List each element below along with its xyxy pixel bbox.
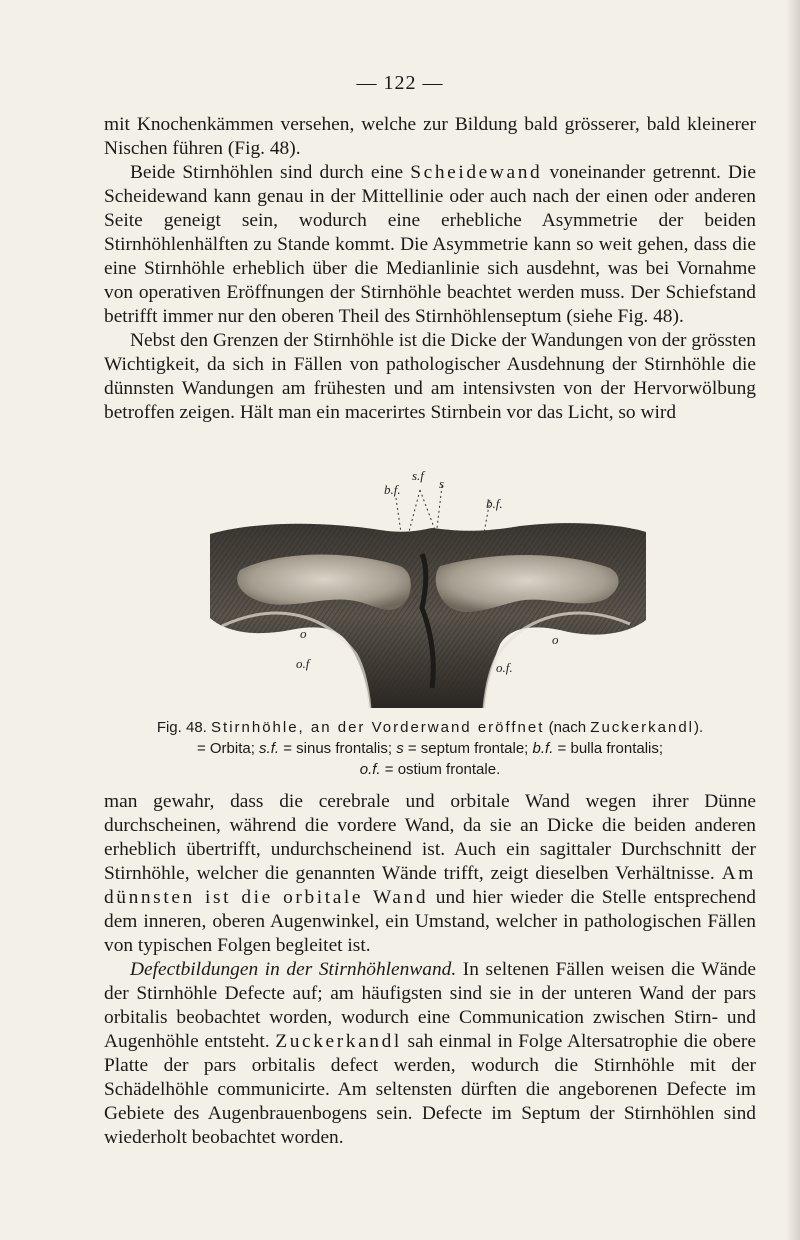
paragraph: man gewahr, dass die cerebrale und orbitale Wand wegen ihrer Dünne durchscheinen, während die vordere Wand, da sie an Dicke die beiden anderen erheblich übertrifft, undurchscheinend ist. Auch ein sagittaler Durchschnitt der Stirnhöhle, welcher die genannten Wände trifft, zeigt dieselben Verhältnisse. Am dünnsten ist die orbitale Wand und hier wieder die Stelle entsprechend dem inneren, oberen Augenwinkel, ein Umstand, welcher in pathologischen Fällen von typischen Folgen begleitet ist. (104, 791, 756, 956)
page-number: — 122 — (356, 72, 444, 94)
paragraph: Defectbildungen in der Stirnhöhlenwand. In seltenen Fällen weisen die Wände der Stirnhöhle Defecte auf; am häufigsten sind sie in der unteren Wand der pars orbitalis beobachtet worden, wodurch eine Communication zwischen Stirn- und Augenhöhle entsteht. Zuckerkandl sah einmal in Folge Altersatrophie die obere Platte der pars orbitalis defect werden, wodurch die Stirnhöhle mit der Schädelhöhle communicirte. Am seltensten dürften die angeborenen Defecte im Gebiete des Augenbrauenbogens sein. Defecte im Septum der Stirnhöhlen sind wiederholt beobachtet worden. (104, 959, 757, 1148)
paragraph: Nebst den Grenzen der Stirnhöhle ist die Dicke der Wandungen von der grössten Wichtigkeit, da sich in Fällen von pathologischer Ausdehnung der Stirnhöhle die dünnsten Wandungen am frühesten und am intensivsten von der Hervorwölbung betroffen zeigen. Hält man ein macerirtes Stirnbein vor das Licht, so wird (104, 330, 756, 423)
text-block-top (104, 113, 756, 425)
figure-48 (200, 458, 650, 710)
label-septum: s (439, 476, 445, 491)
label-ostium-right: o.f. (496, 660, 513, 675)
label-bulla-right: b.f. (486, 496, 503, 511)
figure-caption (104, 717, 756, 780)
label-bulla-left: b.f. (384, 482, 401, 497)
text-block-bottom (104, 790, 756, 1150)
caption-line-2: = Orbita; s.f. = sinus frontalis; s = septum frontale; b.f. = bulla frontalis; (196, 740, 664, 757)
caption-line-3: o.f. = ostium frontale. (359, 761, 501, 778)
label-sinus-frontalis: s.f (412, 468, 424, 483)
page-edge-shadow (786, 0, 800, 1240)
paragraph: mit Knochenkämmen versehen, welche zur Bildung bald grösserer, bald kleinerer Nischen führen (Fig. 48). (104, 114, 756, 159)
frontal-sinus-illustration (200, 458, 650, 710)
label-orbita-right: o (552, 632, 559, 647)
caption-line-1: Fig. 48. Stirnhöhle, an der Vorderwand eröffnet (nach Zuckerkandl). (156, 719, 704, 736)
paragraph: Beide Stirnhöhlen sind durch eine Scheidewand voneinander getrennt. Die Scheidewand kann genau in der Mittellinie oder auch nach der einen oder anderen Seite geneigt sein, wodurch eine erhebliche Asymmetrie der beiden Stirnhöhlenhälften zu Stande kommt. Die Asymmetrie kann so weit gehen, dass die eine Stirnhöhle erheblich über die Medianlinie sich ausdehnt, was bei Vornahme von operativen Eröffnungen der Stirnhöhle beachtet werden muss. Der Schiefstand betrifft immer nur den oberen Theil des Stirnhöhlenseptum (siehe Fig. 48). (104, 162, 756, 327)
label-ostium-left: o.f (296, 656, 310, 671)
label-orbita-left: o (300, 626, 307, 641)
